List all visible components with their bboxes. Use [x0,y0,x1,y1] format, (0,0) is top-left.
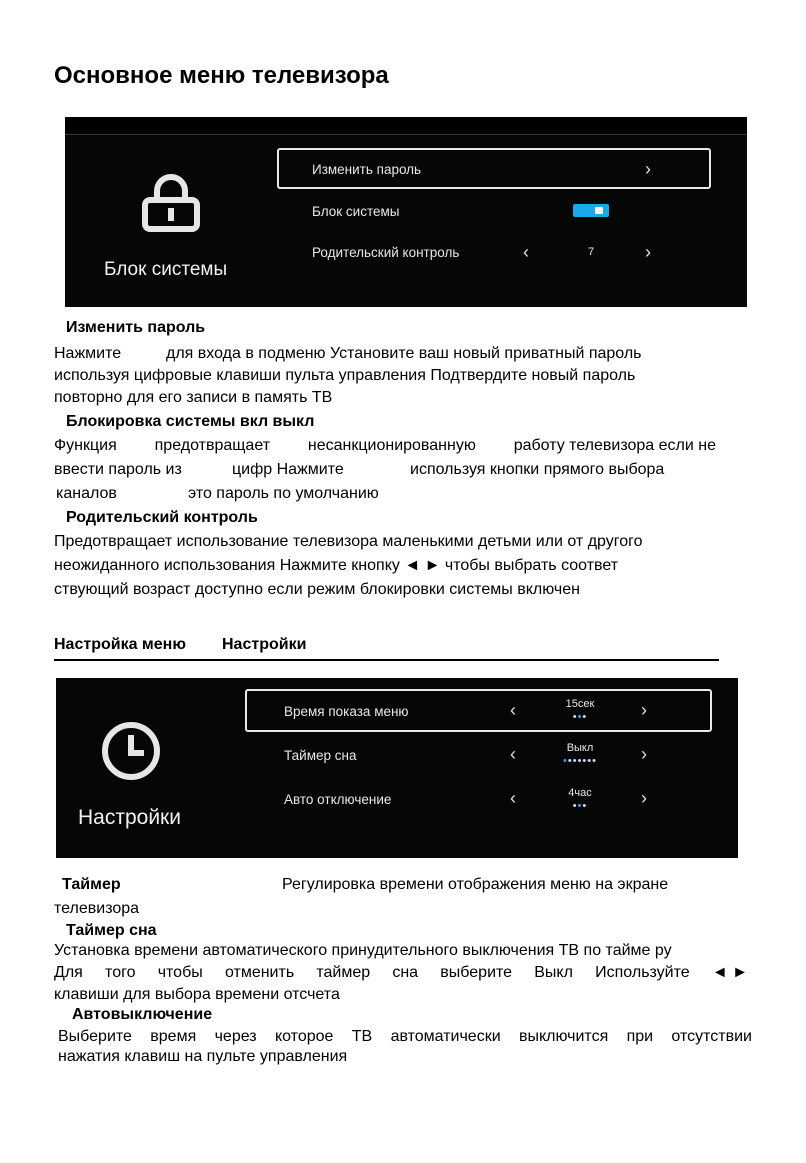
text-line: для входа в подменю Установите ваш новый приватный пароль [166,345,642,362]
text-line: Выберите время через которое ТВ автоматически выключится при отсутствии [58,1028,752,1045]
value-indicator-dots: ••• [572,711,588,723]
heading-sleep-timer: Таймер сна [66,922,157,939]
menu-item-label: Авто отключение [284,792,392,807]
chevron-left-icon[interactable]: ‹ [510,788,516,808]
clock-icon [100,720,162,782]
menu-item-label: Изменить пароль [312,162,422,177]
value-indicator-dots: ••• [572,800,588,812]
menu-title: Блок системы [104,259,228,280]
lock-icon [138,171,204,233]
text-line: Для того чтобы отменить таймер сна выберите Выкл Используйте ◄ ► [54,964,748,981]
menu-display-time-value: 15сек [565,698,595,710]
section-header-right: Настройки [222,636,307,653]
menu-item-label: Родительский контроль [312,245,460,260]
text-line: Нажмите [54,345,122,362]
text-line: Установка времени автоматического принудительного выключения ТВ по тайме ру [54,942,672,959]
system-lock-toggle[interactable] [573,204,609,217]
text-line: повторно для его записи в память ТВ [54,389,333,406]
text-line: ствующий возраст доступно если режим блокировки системы включен [54,581,580,598]
menu-item-label: Блок системы [312,204,400,219]
menu-item-label: Таймер сна [284,748,357,763]
auto-off-value: 4час [568,787,592,799]
parental-control-value: 7 [587,246,595,258]
tv-menu-screen-lock [65,117,747,307]
text-line: это пароль по умолчанию [188,485,379,502]
chevron-left-icon[interactable]: ‹ [510,744,516,764]
text-line: нажатия клавиш на пульте управления [58,1048,348,1065]
sleep-timer-value: Выкл [566,742,594,754]
menu-item-label: Время показа меню [284,704,409,719]
heading-auto-off: Автовыключение [72,1006,213,1023]
text-line: цифр Нажмите [232,461,344,478]
chevron-right-icon[interactable]: › [641,700,647,720]
chevron-right-icon[interactable]: › [645,242,651,262]
chevron-left-icon[interactable]: ‹ [510,700,516,720]
toggle-knob [595,207,603,214]
text-line: Функция предотвращает несанкционированную работу телевизора если не [54,437,716,454]
text-line: неожиданного использования Нажмите кнопку ◄ ► чтобы выбрать соответ [54,557,619,574]
text-line: Предотвращает использование телевизора маленькими детьми или от другого [54,533,643,550]
page-title: Основное меню телевизора [54,62,389,89]
text-line: каналов [56,485,117,502]
text-line: используя кнопки прямого выбора [410,461,665,478]
chevron-right-icon[interactable]: › [641,744,647,764]
tv-menu-screen-settings [56,678,738,858]
chevron-right-icon[interactable]: › [645,159,651,179]
text-line: Регулировка времени отображения меню на экране [282,876,669,893]
chevron-right-icon[interactable]: › [641,788,647,808]
section-header [54,636,719,661]
text-line: телевизора [54,900,140,917]
heading-system-lock: Блокировка системы вкл выкл [66,413,315,430]
screen-top-bar [65,117,747,135]
heading-parental-control: Родительский контроль [66,509,258,526]
text-line: используя цифровые клавиши пульта управления Подтвердите новый пароль [54,367,636,384]
heading-change-password: Изменить пароль [66,319,206,336]
value-indicator-dots: ••••••• [563,755,597,767]
chevron-left-icon[interactable]: ‹ [523,242,529,262]
section-header-left: Настройка меню [54,636,186,653]
heading-timer: Таймер [62,876,121,893]
text-line: клавиши для выбора времени отсчета [54,986,340,1003]
text-line: ввести пароль из [54,461,182,478]
menu-title: Настройки [78,806,181,829]
